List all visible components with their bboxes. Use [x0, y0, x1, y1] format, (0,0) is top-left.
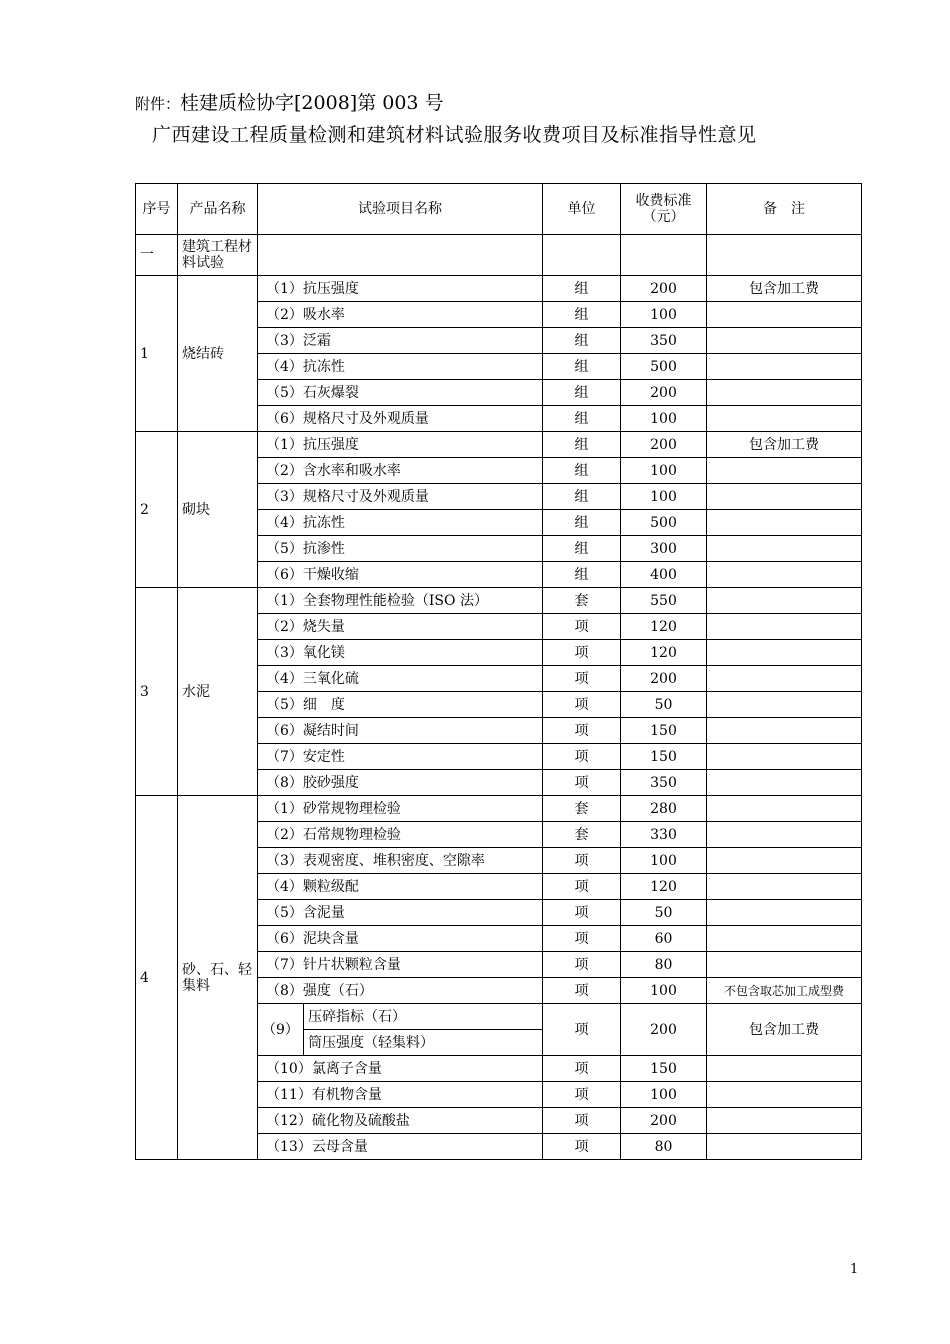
item-unit: 组 — [543, 302, 621, 328]
item-name: （5）含泥量 — [258, 900, 543, 926]
item-note — [707, 328, 862, 354]
item-name: （4）颗粒级配 — [258, 874, 543, 900]
item-fee: 120 — [621, 640, 707, 666]
col-header-note: 备 注 — [707, 184, 862, 235]
item-unit: 组 — [543, 406, 621, 432]
section-seq: 一 — [136, 235, 178, 276]
item-name: （3）氧化镁 — [258, 640, 543, 666]
item-name: （2）吸水率 — [258, 302, 543, 328]
item-name: （1）抗压强度 — [258, 276, 543, 302]
item-name: （2）含水率和吸水率 — [258, 458, 543, 484]
item-fee: 120 — [621, 874, 707, 900]
item-unit: 组 — [543, 432, 621, 458]
group-name: 砂、石、轻集料 — [178, 796, 258, 1160]
item-fee: 50 — [621, 900, 707, 926]
item-name: （11）有机物含量 — [258, 1082, 543, 1108]
item-name: （1）砂常规物理检验 — [258, 796, 543, 822]
item-unit: 项 — [543, 718, 621, 744]
group-seq: 3 — [136, 588, 178, 796]
item-unit: 套 — [543, 588, 621, 614]
table-row — [136, 588, 862, 614]
item-note — [707, 640, 862, 666]
item-unit: 项 — [543, 1108, 621, 1134]
item-fee: 200 — [621, 380, 707, 406]
page-number: 1 — [850, 1262, 859, 1277]
table-row — [136, 432, 862, 458]
item-fee: 500 — [621, 510, 707, 536]
item-note — [707, 1082, 862, 1108]
item-fee: 200 — [621, 432, 707, 458]
item-fee: 300 — [621, 536, 707, 562]
item-unit: 组 — [543, 458, 621, 484]
fee-table — [135, 183, 862, 1160]
group-name: 烧结砖 — [178, 276, 258, 432]
item-note: 包含加工费 — [707, 432, 862, 458]
item-note — [707, 1134, 862, 1160]
table-row — [136, 796, 862, 822]
item-name: （10）氯离子含量 — [258, 1056, 543, 1082]
item-unit: 项 — [543, 1134, 621, 1160]
item-name: （1）抗压强度 — [258, 432, 543, 458]
col-header-fee: 收费标准（元） — [621, 184, 707, 235]
item-unit: 项 — [543, 1082, 621, 1108]
item-note — [707, 770, 862, 796]
item-unit: 项 — [543, 926, 621, 952]
item9-label: （9） — [258, 1004, 304, 1056]
item-unit: 套 — [543, 796, 621, 822]
item-unit: 套 — [543, 822, 621, 848]
table-row — [136, 276, 862, 302]
item-unit: 项 — [543, 640, 621, 666]
item-note — [707, 406, 862, 432]
item-note — [707, 900, 862, 926]
item-fee: 200 — [621, 1108, 707, 1134]
item-name: （6）泥块含量 — [258, 926, 543, 952]
item-note — [707, 848, 862, 874]
item-note — [707, 614, 862, 640]
attachment-prefix: 附件： — [135, 95, 181, 113]
item-name: （5）抗渗性 — [258, 536, 543, 562]
item-fee: 100 — [621, 458, 707, 484]
item-fee: 150 — [621, 1056, 707, 1082]
item-unit: 项 — [543, 770, 621, 796]
item9-fee: 200 — [621, 1004, 707, 1056]
section-name: 建筑工程材料试验 — [178, 235, 258, 276]
item-note — [707, 510, 862, 536]
header-row — [136, 184, 862, 235]
item-name: （6）干燥收缩 — [258, 562, 543, 588]
item-name: （8）强度（石） — [258, 978, 543, 1004]
item-unit: 项 — [543, 614, 621, 640]
item-unit: 组 — [543, 536, 621, 562]
item-note — [707, 926, 862, 952]
item-unit: 项 — [543, 666, 621, 692]
col-header-unit: 单位 — [543, 184, 621, 235]
item-note — [707, 666, 862, 692]
item-name: （12）硫化物及硫酸盐 — [258, 1108, 543, 1134]
item-name: （3）表观密度、堆积密度、空隙率 — [258, 848, 543, 874]
item-fee: 100 — [621, 406, 707, 432]
item-note — [707, 588, 862, 614]
item-unit: 项 — [543, 744, 621, 770]
item-unit: 组 — [543, 562, 621, 588]
item-name: （2）石常规物理检验 — [258, 822, 543, 848]
item-unit: 项 — [543, 1056, 621, 1082]
item-note: 包含加工费 — [707, 276, 862, 302]
item-note — [707, 744, 862, 770]
item-note — [707, 952, 862, 978]
item-name: （4）三氧化硫 — [258, 666, 543, 692]
group-seq: 2 — [136, 432, 178, 588]
item-name: （6）凝结时间 — [258, 718, 543, 744]
group-seq: 4 — [136, 796, 178, 1160]
item-fee: 200 — [621, 276, 707, 302]
item-name: （5）石灰爆裂 — [258, 380, 543, 406]
item-name: （5）细 度 — [258, 692, 543, 718]
item-name: （7）安定性 — [258, 744, 543, 770]
doc-ref: 桂建质检协字[2008]第 003 号 — [180, 92, 444, 114]
col-header-seq: 序号 — [136, 184, 178, 235]
item-name: （1）全套物理性能检验（ISO 法） — [258, 588, 543, 614]
item-note — [707, 822, 862, 848]
item-unit: 组 — [543, 328, 621, 354]
item-note — [707, 354, 862, 380]
item-name: （4）抗冻性 — [258, 354, 543, 380]
item-fee: 280 — [621, 796, 707, 822]
item-note — [707, 458, 862, 484]
item-fee: 100 — [621, 302, 707, 328]
item-note — [707, 874, 862, 900]
item-unit: 项 — [543, 874, 621, 900]
item-fee: 200 — [621, 666, 707, 692]
item-note — [707, 1056, 862, 1082]
item-fee: 80 — [621, 952, 707, 978]
item-note — [707, 302, 862, 328]
item-name: （13）云母含量 — [258, 1134, 543, 1160]
item-fee: 120 — [621, 614, 707, 640]
item-unit: 项 — [543, 900, 621, 926]
document-reference — [135, 88, 444, 115]
item-note — [707, 692, 862, 718]
item-fee: 100 — [621, 848, 707, 874]
item9-sub2: 筒压强度（轻集料） — [304, 1030, 543, 1056]
item-note — [707, 562, 862, 588]
col-header-item: 试验项目名称 — [258, 184, 543, 235]
item-note — [707, 484, 862, 510]
item-unit: 项 — [543, 978, 621, 1004]
item-fee: 80 — [621, 1134, 707, 1160]
item-fee: 350 — [621, 328, 707, 354]
item-fee: 400 — [621, 562, 707, 588]
item-unit: 项 — [543, 692, 621, 718]
item-name: （3）规格尺寸及外观质量 — [258, 484, 543, 510]
item-fee: 330 — [621, 822, 707, 848]
item-note — [707, 796, 862, 822]
item-name: （8）胶砂强度 — [258, 770, 543, 796]
group-name: 水泥 — [178, 588, 258, 796]
item-unit: 项 — [543, 848, 621, 874]
item-unit: 组 — [543, 510, 621, 536]
page-title: 广西建设工程质量检测和建筑材料试验服务收费项目及标准指导性意见 — [152, 124, 757, 146]
item-note — [707, 1108, 862, 1134]
item-note — [707, 380, 862, 406]
item-unit: 组 — [543, 276, 621, 302]
group-name: 砌块 — [178, 432, 258, 588]
item-fee: 350 — [621, 770, 707, 796]
group-seq: 1 — [136, 276, 178, 432]
item-name: （4）抗冻性 — [258, 510, 543, 536]
item-fee: 150 — [621, 744, 707, 770]
item-note: 不包含取芯加工成型费 — [707, 978, 862, 1004]
item-fee: 100 — [621, 484, 707, 510]
item-fee: 550 — [621, 588, 707, 614]
item-name: （2）烧失量 — [258, 614, 543, 640]
item-note — [707, 536, 862, 562]
item-fee: 60 — [621, 926, 707, 952]
item-unit: 项 — [543, 952, 621, 978]
item-unit: 组 — [543, 354, 621, 380]
item-fee: 150 — [621, 718, 707, 744]
item-fee: 500 — [621, 354, 707, 380]
item-unit: 组 — [543, 484, 621, 510]
item-fee: 100 — [621, 1082, 707, 1108]
item-name: （7）针片状颗粒含量 — [258, 952, 543, 978]
item-fee: 50 — [621, 692, 707, 718]
item-name: （6）规格尺寸及外观质量 — [258, 406, 543, 432]
item-fee: 100 — [621, 978, 707, 1004]
item9-sub1: 压碎指标（石） — [304, 1004, 543, 1030]
item-name: （3）泛霜 — [258, 328, 543, 354]
item9-unit: 项 — [543, 1004, 621, 1056]
item9-note: 包含加工费 — [707, 1004, 862, 1056]
section-row — [136, 235, 862, 276]
item-unit: 组 — [543, 380, 621, 406]
item-note — [707, 718, 862, 744]
col-header-product: 产品名称 — [178, 184, 258, 235]
